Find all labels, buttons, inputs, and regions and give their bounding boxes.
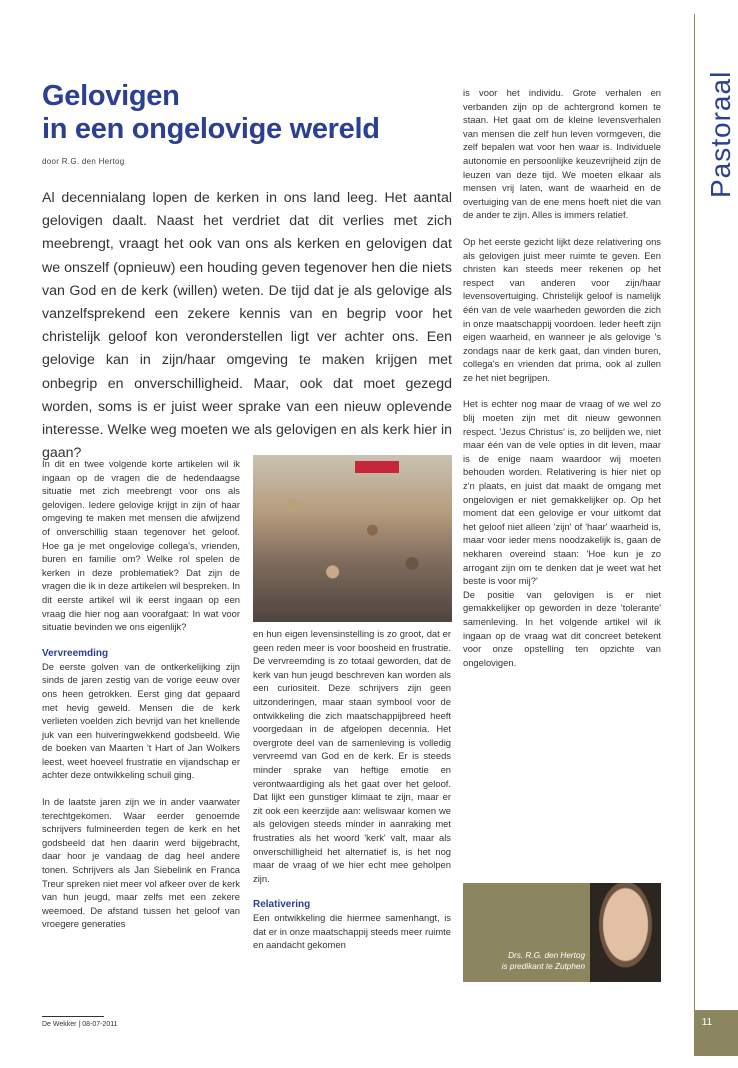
page-number: 11 [701,1017,713,1028]
col2-paragraph-1: en hun eigen levensinstelling is zo groot, dat er geen reden meer is voor boosheid en frustratie. De vervreemding is zo totaal geworden, dat de kerk van hun jeugd beschreven kan worden als een curiositeit. Deze schrijvers zijn geen uitzonderingen, maar staan symbool voor de ontwikkeling die zich maatschappijbreed heeft voorgedaan in de afgelopen decennia. Het overgrote deel van de samenleving is volledig vervreemd van God en de kerk. Er is steeds minder sprake van heftige emotie en verontwaardiging als het gaat over het geloof. Dat lijkt een gunstiger klimaat te zijn, maar er zit ook een keerzijde aan: weliswaar komen we als gelovigen steeds minder in aanraking met frustraties als het woord 'kerk' valt, maar als onverschilligheid het alternatief is, is het nog maar de vraag of we hier echt mee geholpen zijn. [253,628,451,884]
author-name: Drs. R.G. den Hertog [508,951,585,960]
footer-text: De Wekker | 08-07-2011 [42,1021,118,1028]
column-1 [42,457,240,944]
footer-divider [42,1016,104,1017]
col3-paragraph-2: Op het eerste gezicht lijkt deze relativering ons als gelovigen juist meer ruimte te geven. Een christen kan steeds meer rekenen op het respect van anderen voor zijn/haar levensovertuiging. Christelijk geloof is namelijk één van de vele waarheden geworden die zich in onze maatschappij voordoen. Ieder heeft zijn eigen waarheid, en wanneer je als gelovige 's zondags naar de kerk gaat, dan vinden buren, collega's en vrienden dat prima, ook al zullen ze het niet begrijpen. [463,235,661,383]
column-3 [463,86,661,682]
author-caption [470,950,585,972]
crowd-photo [253,455,452,622]
title-line-1: Gelovigen [42,80,180,112]
col3-paragraph-1: is voor het individu. Grote verhalen en verbanden zijn op de achtergrond komen te staan. Het gaat om de kleine levensverhalen van mensen die zelf hun leven vormgeven, die zelf bepalen wat voor hen waar is. Individuele autonomie en persoonlijke keuzevrijheid zijn de leuzen van deze tijd. We moeten elkaar als mensen vrij laten, want de waarheid en de overtuiging van de ene mens hoeft niet die van de ander te zijn. Alles is immers relatief. [463,87,661,221]
col2-paragraph-2: Een ontwikkeling die hiermee samenhangt, is dat er in onze maatschappij steeds meer ruimte en aandacht gekomen [253,912,451,951]
col1-paragraph-1: In dit en twee volgende korte artikelen wil ik ingaan op de vragen die de hedendaagse situatie met zich meebrengt voor ons als gelovigen. Iedere gelovige krijgt in zijn of haar omgeving te maken met mensen die afwijzend of onverschillig staan tegenover het geloof. Hoe ga je met ongelovige collega's, vrienden, buren en familie om? Welke rol spelen de kerken in deze problematiek? Dat zijn de vragen die ik in deze artikelen wil bespreken. In dit eerste artikel wil ik eerst ingaan op een vraag die hier nog aan voorafgaat: In wat voor situatie bevinden we ons eigenlijk? [42,458,240,633]
author-role: is predikant te Zutphen [501,962,585,971]
lead-paragraph: Al decennialang lopen de kerken in ons land leeg. Het aantal gelovigen daalt. Naast het verdriet dat dit verlies met zich meebrengt, vraagt het ook van ons als kerken en gelovigen dat we onszelf (opnieuw) een houding geven tegenover hen die niets van God en de kerk (willen) weten. De tijd dat je als gelovige als vanzelfsprekend een zekere kennis van en begrip voor het christelijk geloof kon veronderstellen ligt ver achter ons. Een gelovige kan in zijn/haar omgeving te maken krijgen met onbegrip en onverschilligheid. Maar, ook dat moet gezegd worden, soms is er juist weer sprake van een nieuw oplevende interesse. Welke weg moeten we als gelovigen en als kerk hier in gaan? [42,190,452,462]
byline: door R.G. den Hertog [42,157,125,166]
column-2 [253,627,451,965]
section-label-text: Pastoraal [705,70,736,198]
col3-paragraph-4: De positie van gelovigen is er niet gemakkelijker op geworden in deze 'tolerante' samenleving. In het volgende artikel wil ik ingaan op de vraag wat dit concreet betekent voor onze opstelling ten opzichte van ongelovigen. [463,588,661,668]
col1-paragraph-2: De eerste golven van de ontkerkelijking zijn sinds de jaren zestig van de vorige eeuw over ons heen getrokken. Eerst ging dat gepaard met hevig geweld. Mensen die de kerk verlieten voelden zich bevrijd van het knellende juk van een huiveringwekkend godsbeeld. Wie de boeken van Maarten 't Hart of Jan Wolkers leest, weet hoeveel frustratie en vijandschap er achter deze ontwikkeling schuil ging. [42,660,240,781]
heading-vervreemding: Vervreemding [42,647,109,659]
col3-paragraph-3: Het is echter nog maar de vraag of we wel zo blij moeten zijn met dit nieuw gewonnen respect. 'Jezus Christus' is, zo belijden we, niet maar één van de vele opties in dit leven, maar is de enige naam waardoor wij moeten behouden worden. Relativering is hier niet op z'n plaats, en juist dat maakt de omgang met ongelovigen er niet gemakkelijker op. Op het moment dat een gelovige er vour uitkomt dat het geloof niet alleen 'zijn' of 'haar' waarheid is, maar voor ieder mens noodzakelijk is, gaan de nekharen overeind staan: 'Hoe kun je zo arrogant zijn om te denken dat je weet wat het beste is voor mij?' [463,398,661,587]
section-label [675,70,736,200]
article-title [42,80,462,146]
heading-relativering: Relativering [253,899,311,911]
title-line-2: in een ongelovige wereld [42,113,380,145]
col1-paragraph-3: In de laatste jaren zijn we in ander vaarwater terechtgekomen. Waar eerder genoemde schrijvers fulmineerden tegen de kerk en het godsbeeld dat hen daarin werd bijgebracht, daar hoor je vandaag de dag heel andere tonen. Schrijvers als Jan Siebelink en Franca Treur spreken niet meer vol afkeer over de kerk van hun jeugd, maar zelfs met een zekere weemoed. De afstand tussen het geloof van vroegere generaties [42,796,240,930]
photo-red-banner [355,461,399,473]
author-portrait [590,883,661,982]
